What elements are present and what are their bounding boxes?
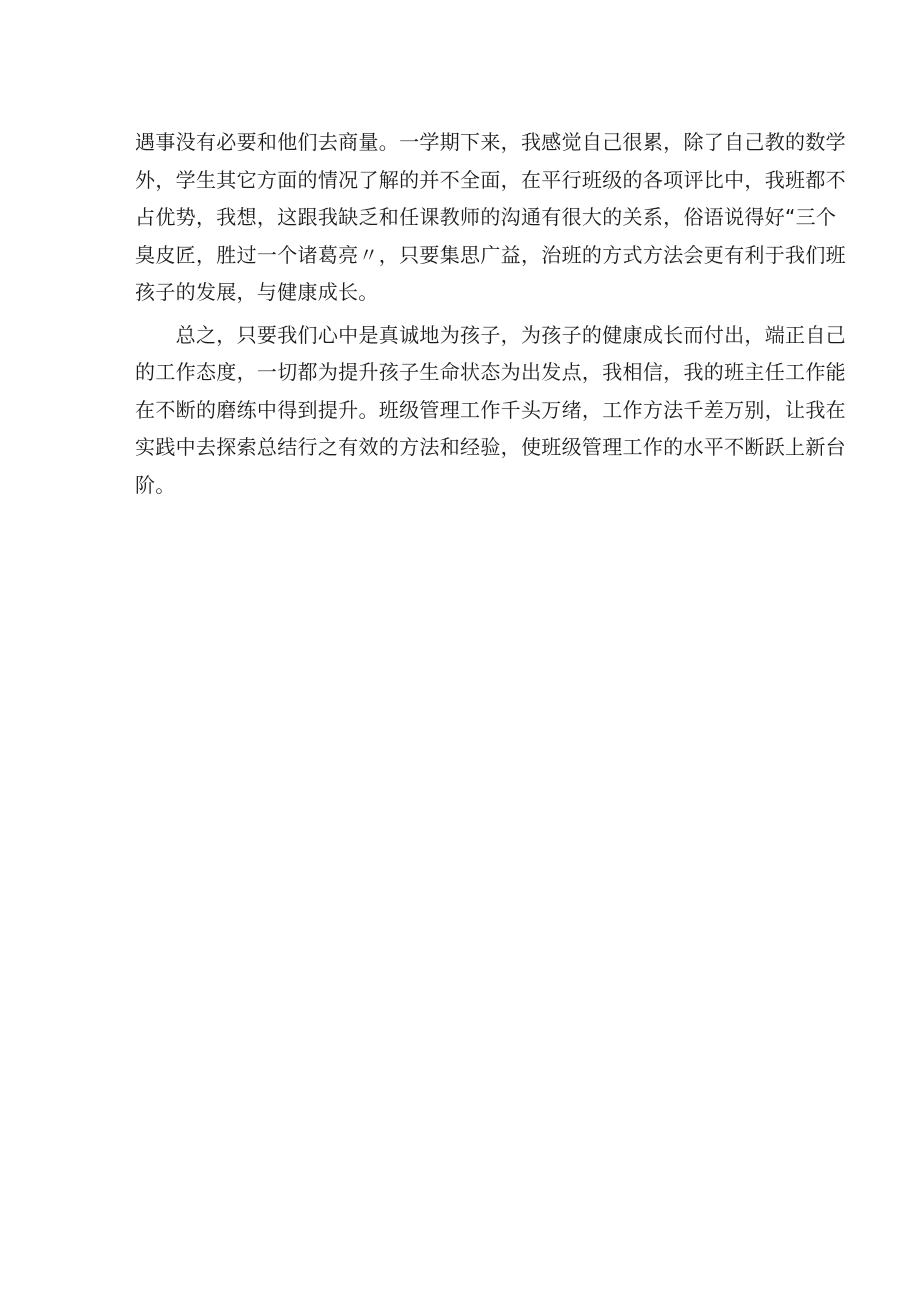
text-glyph: 亮 xyxy=(338,242,359,267)
text-glyph: 况 xyxy=(338,167,359,192)
text-glyph: 我 xyxy=(602,360,623,384)
text-glyph: 教 xyxy=(439,205,460,229)
text-glyph: 语 xyxy=(703,205,725,229)
text-glyph: 师 xyxy=(460,205,481,229)
text-glyph: 我 xyxy=(785,242,806,267)
text-glyph: 管 xyxy=(419,397,440,422)
text-glyph: ， xyxy=(500,167,521,192)
text-glyph: 在 xyxy=(825,397,846,422)
text-glyph: 而 xyxy=(683,322,704,347)
text-glyph: 任 xyxy=(399,205,420,229)
text-glyph: 子 xyxy=(480,322,501,347)
text-glyph: 上 xyxy=(785,435,806,459)
text-glyph: 断 xyxy=(175,397,196,422)
text-glyph: 们 xyxy=(805,242,826,267)
text-glyph: 觉 xyxy=(561,130,582,154)
text-glyph: 的 xyxy=(378,435,400,459)
text-glyph: 自 xyxy=(724,130,745,154)
text-glyph: 主 xyxy=(744,360,765,384)
text-glyph: 千 xyxy=(500,397,521,422)
text-glyph: 台 xyxy=(825,435,846,459)
text-glyph: 到 xyxy=(297,397,318,422)
text-glyph: 有 xyxy=(338,435,359,459)
text-glyph: 自 xyxy=(805,322,826,347)
paragraph-line: 孩子的发展，与健康成长。 xyxy=(135,280,379,304)
paragraph-line: 阶。 xyxy=(135,472,176,497)
text-glyph: 去 xyxy=(317,130,339,154)
text-glyph: 命 xyxy=(439,360,460,384)
text-glyph: 遇 xyxy=(135,130,156,154)
text-glyph: ， xyxy=(500,322,521,347)
text-glyph: 千 xyxy=(683,397,704,422)
text-glyph: 作 xyxy=(175,360,196,384)
text-glyph: 的 xyxy=(135,360,156,384)
text-glyph: 绪 xyxy=(561,397,582,422)
text-glyph: 作 xyxy=(622,397,643,422)
text-glyph: 真 xyxy=(378,322,400,347)
text-glyph: ， xyxy=(500,130,521,154)
text-glyph: 己 xyxy=(825,322,846,347)
text-glyph: 理 xyxy=(439,397,460,422)
text-glyph: 理 xyxy=(602,435,623,459)
text-glyph: 的 xyxy=(602,205,623,229)
text-glyph: 三 xyxy=(795,205,816,229)
text-glyph: 我 xyxy=(317,205,339,229)
text-glyph: 胜 xyxy=(216,242,237,267)
text-glyph: 地 xyxy=(419,322,440,347)
text-glyph: 任 xyxy=(764,360,785,384)
text-glyph: 切 xyxy=(277,360,298,384)
text-glyph: 期 xyxy=(439,130,460,154)
text-glyph: 量 xyxy=(358,130,379,154)
text-glyph: ， xyxy=(663,205,684,229)
text-glyph: 于 xyxy=(764,242,785,267)
document-body xyxy=(135,124,846,504)
text-glyph: 商 xyxy=(338,130,359,154)
text-glyph: 不 xyxy=(439,167,460,192)
text-glyph: 皮 xyxy=(155,242,176,267)
text-glyph: 一 xyxy=(256,242,278,267)
text-glyph: 缺 xyxy=(338,205,359,229)
text-glyph: 索 xyxy=(236,435,257,459)
text-glyph: 不 xyxy=(724,435,745,459)
text-glyph: 面 xyxy=(277,167,298,192)
text-glyph: ， xyxy=(744,322,765,347)
text-glyph: 的 xyxy=(480,205,501,229)
text-glyph: 乏 xyxy=(358,205,379,229)
text-glyph: 广 xyxy=(480,242,501,267)
text-glyph: 了 xyxy=(703,130,725,154)
text-glyph: “ xyxy=(785,205,796,229)
text-glyph: ， xyxy=(155,167,176,192)
text-glyph: 项 xyxy=(663,167,684,192)
text-glyph: ， xyxy=(236,360,257,384)
text-glyph: 生 xyxy=(419,360,440,384)
text-glyph: 并 xyxy=(419,167,440,192)
text-glyph: 个 xyxy=(815,205,837,229)
text-glyph: 级 xyxy=(561,435,582,459)
text-glyph: 心 xyxy=(317,322,339,347)
text-glyph: 占 xyxy=(135,205,156,229)
text-glyph: 情 xyxy=(317,167,339,192)
text-glyph: 行 xyxy=(561,167,582,192)
text-glyph: 都 xyxy=(297,360,318,384)
text-glyph: 都 xyxy=(805,167,826,192)
text-glyph: ， xyxy=(581,360,603,384)
text-glyph: 诚 xyxy=(399,322,420,347)
text-glyph: 要 xyxy=(236,130,257,154)
text-glyph: 信 xyxy=(642,360,664,384)
paragraph-2 xyxy=(135,317,846,505)
text-glyph: 益 xyxy=(500,242,521,267)
text-glyph: 他 xyxy=(277,130,298,154)
text-glyph: 别 xyxy=(744,397,765,422)
text-glyph: 评 xyxy=(683,167,704,192)
text-glyph: 俗 xyxy=(683,205,704,229)
text-glyph: 行 xyxy=(297,435,318,459)
text-glyph: 利 xyxy=(744,242,765,267)
text-glyph: 子 xyxy=(561,322,582,347)
text-glyph: 通 xyxy=(520,205,542,229)
text-glyph: 各 xyxy=(642,167,664,192)
text-glyph: 在 xyxy=(520,167,542,192)
text-glyph: 有 xyxy=(195,130,217,154)
text-glyph: 得 xyxy=(277,397,298,422)
text-glyph xyxy=(155,317,175,355)
text-glyph: ， xyxy=(378,242,400,267)
text-glyph: 万 xyxy=(724,397,745,422)
paragraph-1 xyxy=(135,124,846,312)
text-glyph: 的 xyxy=(703,360,725,384)
text-glyph: 的 xyxy=(399,167,420,192)
text-glyph: 方 xyxy=(642,242,664,267)
text-glyph: 实 xyxy=(135,435,156,459)
text-glyph: 学 xyxy=(175,167,196,192)
paragraph-line xyxy=(135,237,846,275)
text-glyph: 了 xyxy=(358,167,379,192)
text-glyph: 和 xyxy=(439,435,460,459)
text-glyph: 平 xyxy=(541,167,562,192)
text-glyph: 法 xyxy=(663,397,684,422)
text-glyph: 点 xyxy=(561,360,582,384)
text-glyph: 经 xyxy=(460,435,481,459)
text-glyph: ， xyxy=(663,360,684,384)
text-glyph: 作 xyxy=(642,435,664,459)
text-glyph: 。 xyxy=(358,397,379,422)
text-glyph: 子 xyxy=(399,360,420,384)
text-glyph: 磨 xyxy=(216,397,237,422)
text-glyph: 诸 xyxy=(297,242,318,267)
text-glyph: 践 xyxy=(155,435,176,459)
text-glyph: 端 xyxy=(764,322,785,347)
text-glyph: 自 xyxy=(581,130,603,154)
text-glyph: 班 xyxy=(785,167,806,192)
text-glyph: 工 xyxy=(460,397,481,422)
text-glyph: ， xyxy=(256,205,278,229)
text-glyph: 感 xyxy=(541,130,562,154)
text-glyph: 去 xyxy=(195,435,217,459)
text-glyph: 发 xyxy=(541,360,562,384)
text-glyph: 提 xyxy=(338,360,359,384)
text-glyph: 〃 xyxy=(358,242,379,267)
paragraph-line xyxy=(135,162,846,200)
text-glyph: 平 xyxy=(703,435,725,459)
text-glyph: 下 xyxy=(460,130,481,154)
text-glyph: 外 xyxy=(135,167,156,192)
paragraph-line xyxy=(135,392,846,430)
text-glyph: 是 xyxy=(358,322,379,347)
text-glyph: 要 xyxy=(256,322,278,347)
text-glyph: 累 xyxy=(642,130,664,154)
text-glyph: 工 xyxy=(622,435,643,459)
text-glyph: 之 xyxy=(317,435,339,459)
text-glyph: 出 xyxy=(724,322,745,347)
text-glyph: 全 xyxy=(460,167,481,192)
text-glyph: 中 xyxy=(338,322,359,347)
text-glyph: 不 xyxy=(825,167,846,192)
text-glyph: 关 xyxy=(622,205,643,229)
text-glyph: 式 xyxy=(622,242,643,267)
text-glyph: 为 xyxy=(520,322,542,347)
text-glyph: 付 xyxy=(703,322,725,347)
text-glyph: 断 xyxy=(744,435,765,459)
text-glyph: 系 xyxy=(642,205,664,229)
text-glyph: 会 xyxy=(683,242,704,267)
text-glyph: 之 xyxy=(195,322,217,347)
text-glyph: 态 xyxy=(195,360,217,384)
text-glyph: 必 xyxy=(216,130,237,154)
text-glyph: 级 xyxy=(602,167,623,192)
text-glyph: 状 xyxy=(460,360,481,384)
text-glyph: 新 xyxy=(805,435,826,459)
text-glyph: 班 xyxy=(724,360,745,384)
paragraph-line xyxy=(135,354,846,392)
text-glyph: 中 xyxy=(175,435,196,459)
text-glyph: 法 xyxy=(419,435,440,459)
paragraph-line xyxy=(135,124,846,162)
text-glyph: 生 xyxy=(195,167,217,192)
text-glyph: 方 xyxy=(642,397,664,422)
text-glyph: 结 xyxy=(277,435,298,459)
text-glyph: 的 xyxy=(297,167,318,192)
text-glyph: 跃 xyxy=(764,435,785,459)
text-glyph: 沟 xyxy=(500,205,521,229)
text-glyph: 的 xyxy=(581,242,603,267)
text-glyph: ， xyxy=(500,435,521,459)
text-glyph: 康 xyxy=(622,322,643,347)
text-glyph: 一 xyxy=(256,360,278,384)
text-glyph: 它 xyxy=(236,167,257,192)
text-glyph: 水 xyxy=(683,435,704,459)
text-glyph: ， xyxy=(520,242,542,267)
text-glyph: 为 xyxy=(317,360,339,384)
text-glyph: ， xyxy=(195,242,217,267)
text-glyph: 优 xyxy=(155,205,176,229)
text-glyph: 探 xyxy=(216,435,237,459)
text-glyph: 的 xyxy=(663,435,684,459)
text-glyph: 差 xyxy=(703,397,725,422)
text-glyph: 学 xyxy=(419,130,440,154)
text-glyph: ， xyxy=(663,130,684,154)
text-glyph: 我 xyxy=(683,360,704,384)
text-glyph: 总 xyxy=(175,322,196,347)
text-glyph: 其 xyxy=(216,167,237,192)
text-glyph: 总 xyxy=(256,435,278,459)
text-glyph: 方 xyxy=(399,435,420,459)
text-glyph: 的 xyxy=(581,322,603,347)
paragraph-line xyxy=(135,317,846,355)
text-glyph: 跟 xyxy=(297,205,318,229)
text-glyph: 臭 xyxy=(135,242,156,267)
text-glyph: 班 xyxy=(541,435,562,459)
text-glyph: 头 xyxy=(520,397,542,422)
text-glyph: 升 xyxy=(338,397,359,422)
text-glyph: 数 xyxy=(805,130,826,154)
text-glyph: 和 xyxy=(256,130,278,154)
text-glyph: 匠 xyxy=(175,242,196,267)
text-glyph: 面 xyxy=(480,167,501,192)
text-glyph: 长 xyxy=(663,322,684,347)
text-glyph: 有 xyxy=(724,242,745,267)
text-glyph: 为 xyxy=(500,360,521,384)
text-glyph: 验 xyxy=(480,435,501,459)
text-glyph: 我 xyxy=(764,167,785,192)
text-glyph: 为 xyxy=(439,322,460,347)
text-glyph: 班 xyxy=(581,167,603,192)
text-glyph: ， xyxy=(216,322,237,347)
text-glyph: 班 xyxy=(561,242,582,267)
text-glyph: 能 xyxy=(825,360,846,384)
text-glyph: 让 xyxy=(785,397,806,422)
text-glyph: 课 xyxy=(419,205,440,229)
text-glyph: 工 xyxy=(155,360,176,384)
text-glyph: 中 xyxy=(256,397,278,422)
text-glyph: 好 xyxy=(764,205,785,229)
text-glyph: 的 xyxy=(785,130,806,154)
text-glyph: 中 xyxy=(724,167,745,192)
text-glyph: 们 xyxy=(297,322,318,347)
text-glyph: 想 xyxy=(236,205,257,229)
text-glyph: ， xyxy=(581,397,603,422)
text-glyph: 集 xyxy=(439,242,460,267)
text-glyph: 的 xyxy=(622,167,643,192)
text-glyph: 正 xyxy=(785,322,806,347)
text-glyph: 只 xyxy=(399,242,420,267)
text-glyph: 我 xyxy=(216,205,237,229)
text-glyph: 大 xyxy=(581,205,603,229)
text-glyph: 解 xyxy=(378,167,400,192)
text-glyph: 作 xyxy=(805,360,826,384)
text-glyph: 孩 xyxy=(460,322,481,347)
text-glyph: 个 xyxy=(277,242,298,267)
text-glyph: 出 xyxy=(520,360,542,384)
text-glyph: 过 xyxy=(236,242,257,267)
text-glyph: 态 xyxy=(480,360,501,384)
text-glyph: 法 xyxy=(663,242,684,267)
text-glyph: 升 xyxy=(358,360,379,384)
text-glyph: 我 xyxy=(277,322,298,347)
text-glyph: 很 xyxy=(622,130,643,154)
text-glyph: 这 xyxy=(277,205,298,229)
text-glyph: 比 xyxy=(703,167,725,192)
text-glyph: 学 xyxy=(825,130,846,154)
text-glyph: 成 xyxy=(642,322,664,347)
text-glyph: 葛 xyxy=(317,242,339,267)
text-glyph: ， xyxy=(744,167,765,192)
text-glyph: 说 xyxy=(724,205,745,229)
text-glyph: 治 xyxy=(541,242,562,267)
text-glyph: 我 xyxy=(805,397,826,422)
text-glyph: 方 xyxy=(256,167,278,192)
text-glyph: 工 xyxy=(602,397,623,422)
text-glyph: 方 xyxy=(602,242,623,267)
text-glyph: 们 xyxy=(297,130,318,154)
text-glyph: 。 xyxy=(378,130,400,154)
text-glyph: 没 xyxy=(175,130,196,154)
text-glyph: 很 xyxy=(561,205,582,229)
text-glyph xyxy=(135,317,155,355)
text-glyph: 和 xyxy=(378,205,400,229)
text-glyph: 班 xyxy=(825,242,846,267)
text-glyph: 相 xyxy=(622,360,643,384)
text-glyph: 效 xyxy=(358,435,379,459)
text-glyph: 使 xyxy=(520,435,542,459)
text-glyph: 得 xyxy=(744,205,765,229)
text-glyph: 己 xyxy=(602,130,623,154)
text-glyph: 己 xyxy=(744,130,765,154)
paragraph-line xyxy=(135,429,846,467)
text-glyph: 工 xyxy=(785,360,806,384)
text-glyph: 健 xyxy=(602,322,623,347)
text-glyph: 班 xyxy=(378,397,400,422)
text-glyph: 势 xyxy=(175,205,196,229)
text-glyph: 度 xyxy=(216,360,237,384)
text-glyph: 一 xyxy=(399,130,420,154)
text-glyph: 要 xyxy=(419,242,440,267)
text-glyph: 孩 xyxy=(378,360,400,384)
text-glyph: 只 xyxy=(236,322,257,347)
text-glyph: 来 xyxy=(480,130,501,154)
text-glyph: 教 xyxy=(764,130,785,154)
text-glyph: 提 xyxy=(317,397,339,422)
text-glyph: 在 xyxy=(135,397,156,422)
paragraph-line xyxy=(135,199,837,237)
text-glyph: 孩 xyxy=(541,322,562,347)
text-glyph: 思 xyxy=(460,242,481,267)
text-glyph: 管 xyxy=(581,435,603,459)
text-glyph: 不 xyxy=(155,397,176,422)
text-glyph: 作 xyxy=(480,397,501,422)
text-glyph: 练 xyxy=(236,397,257,422)
text-glyph: 更 xyxy=(703,242,725,267)
text-glyph: ， xyxy=(764,397,785,422)
text-glyph: 万 xyxy=(541,397,562,422)
text-glyph: 除 xyxy=(683,130,704,154)
text-glyph: 我 xyxy=(520,130,542,154)
text-glyph: 事 xyxy=(155,130,176,154)
text-glyph: 级 xyxy=(399,397,420,422)
text-glyph: 的 xyxy=(195,397,217,422)
text-glyph: 有 xyxy=(541,205,562,229)
text-glyph: ， xyxy=(195,205,217,229)
